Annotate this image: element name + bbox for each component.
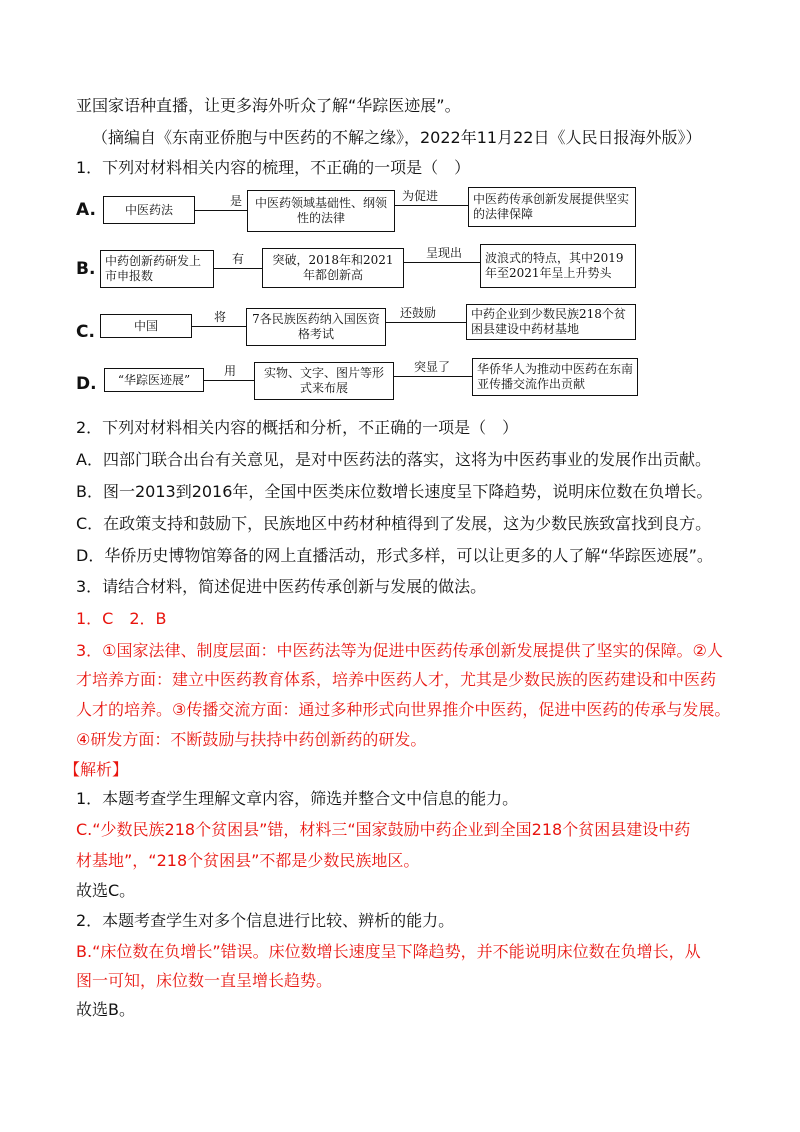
analysis-2-choice: 故选B。 (76, 1000, 135, 1019)
source-citation: （摘编自《东南亚侨胞与中医药的不解之缘》，2022年11月22日《人民日报海外版》） (92, 128, 702, 147)
option-a-connector2 (395, 205, 468, 206)
option-a-letter: A. (76, 200, 96, 220)
option-a-label2: 为促进 (402, 189, 439, 203)
analysis-2-intro: 2．本题考查学生对多个信息进行比较、辨析的能力。 (76, 911, 455, 930)
q2-option-a: A．四部门联合出台有关意见，是对中医药法的落实，这将为中医药事业的发展作出贡献。 (76, 450, 711, 469)
q2-stem: 2．下列对材料相关内容的概括和分析，不正确的一项是（ ） (76, 418, 519, 437)
option-a-connector1 (195, 210, 247, 211)
q2-option-d: D．华侨历史博物馆筹备的网上直播活动，形式多样，可以让更多的人了解“华踪医迹展”。 (76, 546, 713, 565)
analysis-1-intro: 1．本题考查学生理解文章内容，筛选并整合文中信息的能力。 (76, 789, 519, 808)
analysis-1-choice: 故选C。 (76, 881, 136, 900)
intro-line: 亚国家语种直播，让更多海外听众了解“华踪医迹展”。 (76, 96, 461, 115)
answer-3-line1: 3．①国家法律、制度层面：中医药法等为促进中医药传承创新发展提供了坚实的保障。②人 (76, 641, 723, 660)
option-d-connector2 (394, 376, 472, 377)
analysis-2-detail-line2: 图一可知，床位数一直呈增长趋势。 (76, 971, 333, 990)
analysis-heading: 【解析】 (64, 760, 129, 779)
answer-3-line2: 才培养方面：建立中医药教育体系，培养中医药人才，尤其是少数民族的医药建设和中医药 (76, 670, 717, 689)
option-d-box1: “华踪医迹展” (104, 368, 204, 392)
answer-3-line3: 人才的培养。③传播交流方面：通过多种形式向世界推介中医药，促进中医药的传承与发展。 (76, 700, 731, 719)
option-c-connector1 (192, 326, 246, 327)
option-c-box2: 7各民族医药纳入国医资格考试 (246, 308, 386, 346)
analysis-1-detail-line2: 材基地”，“218个贫困县”不都是少数民族地区。 (76, 851, 420, 870)
option-b-box3: 波浪式的特点，其中2019年至2021年呈上升势头 (480, 244, 636, 288)
option-b-letter: B. (76, 259, 96, 279)
option-d-label1: 用 (224, 364, 237, 378)
option-d-letter: D. (76, 374, 97, 394)
option-b-label1: 有 (232, 252, 245, 266)
option-a-box2: 中医药领域基础性、纲领性的法律 (247, 190, 395, 232)
option-c-box3: 中药企业到少数民族218个贫困县建设中药材基地 (466, 304, 636, 340)
option-a-box1: 中医药法 (103, 196, 195, 224)
q3-stem: 3．请结合材料，简述促进中医药传承创新与发展的做法。 (76, 577, 487, 596)
option-b-connector1 (214, 268, 262, 269)
q2-option-c: C．在政策支持和鼓励下，民族地区中药材种植得到了发展，这为少数民族致富找到良方。 (76, 514, 712, 533)
option-b-label2: 呈现出 (426, 246, 463, 260)
option-c-label2: 还鼓励 (400, 306, 437, 320)
q2-option-b: B．图一2013到2016年，全国中医类床位数增长速度呈下降趋势，说明床位数在负增长。 (76, 482, 713, 501)
option-c-connector2 (386, 322, 466, 323)
option-b-connector2 (404, 262, 480, 263)
option-c-box1: 中国 (100, 314, 192, 338)
option-c-label1: 将 (214, 310, 227, 324)
option-d-connector1 (204, 380, 254, 381)
analysis-2-detail-line1: B.“床位数在负增长”错误。床位数增长速度呈下降趋势，并不能说明床位数在负增长，从 (76, 942, 701, 961)
option-b-box2: 突破，2018年和2021年都创新高 (262, 248, 404, 288)
option-a-box3: 中医药传承创新发展提供坚实的法律保障 (468, 187, 636, 227)
option-d-box3: 华侨华人为推动中医药在东南亚传播交流作出贡献 (472, 358, 638, 396)
option-c-letter: C. (76, 322, 95, 342)
option-b-box1: 中药创新药研发上市申报数 (100, 250, 214, 288)
analysis-1-detail-line1: C.“少数民族218个贫困县”错，材料三“国家鼓励中药企业到全国218个贫困县建设中药 (76, 820, 691, 839)
option-a-label1: 是 (230, 194, 243, 208)
option-d-label2: 突显了 (414, 360, 451, 374)
answer-1-2: 1．C 2．B (76, 609, 167, 628)
answer-3-line4: ④研发方面：不断鼓励与扶持中药创新药的研发。 (76, 730, 427, 749)
q1-stem: 1．下列对材料相关内容的梳理，不正确的一项是（ ） (76, 158, 471, 177)
option-d-box2: 实物、文字、图片等形式来布展 (254, 362, 394, 400)
